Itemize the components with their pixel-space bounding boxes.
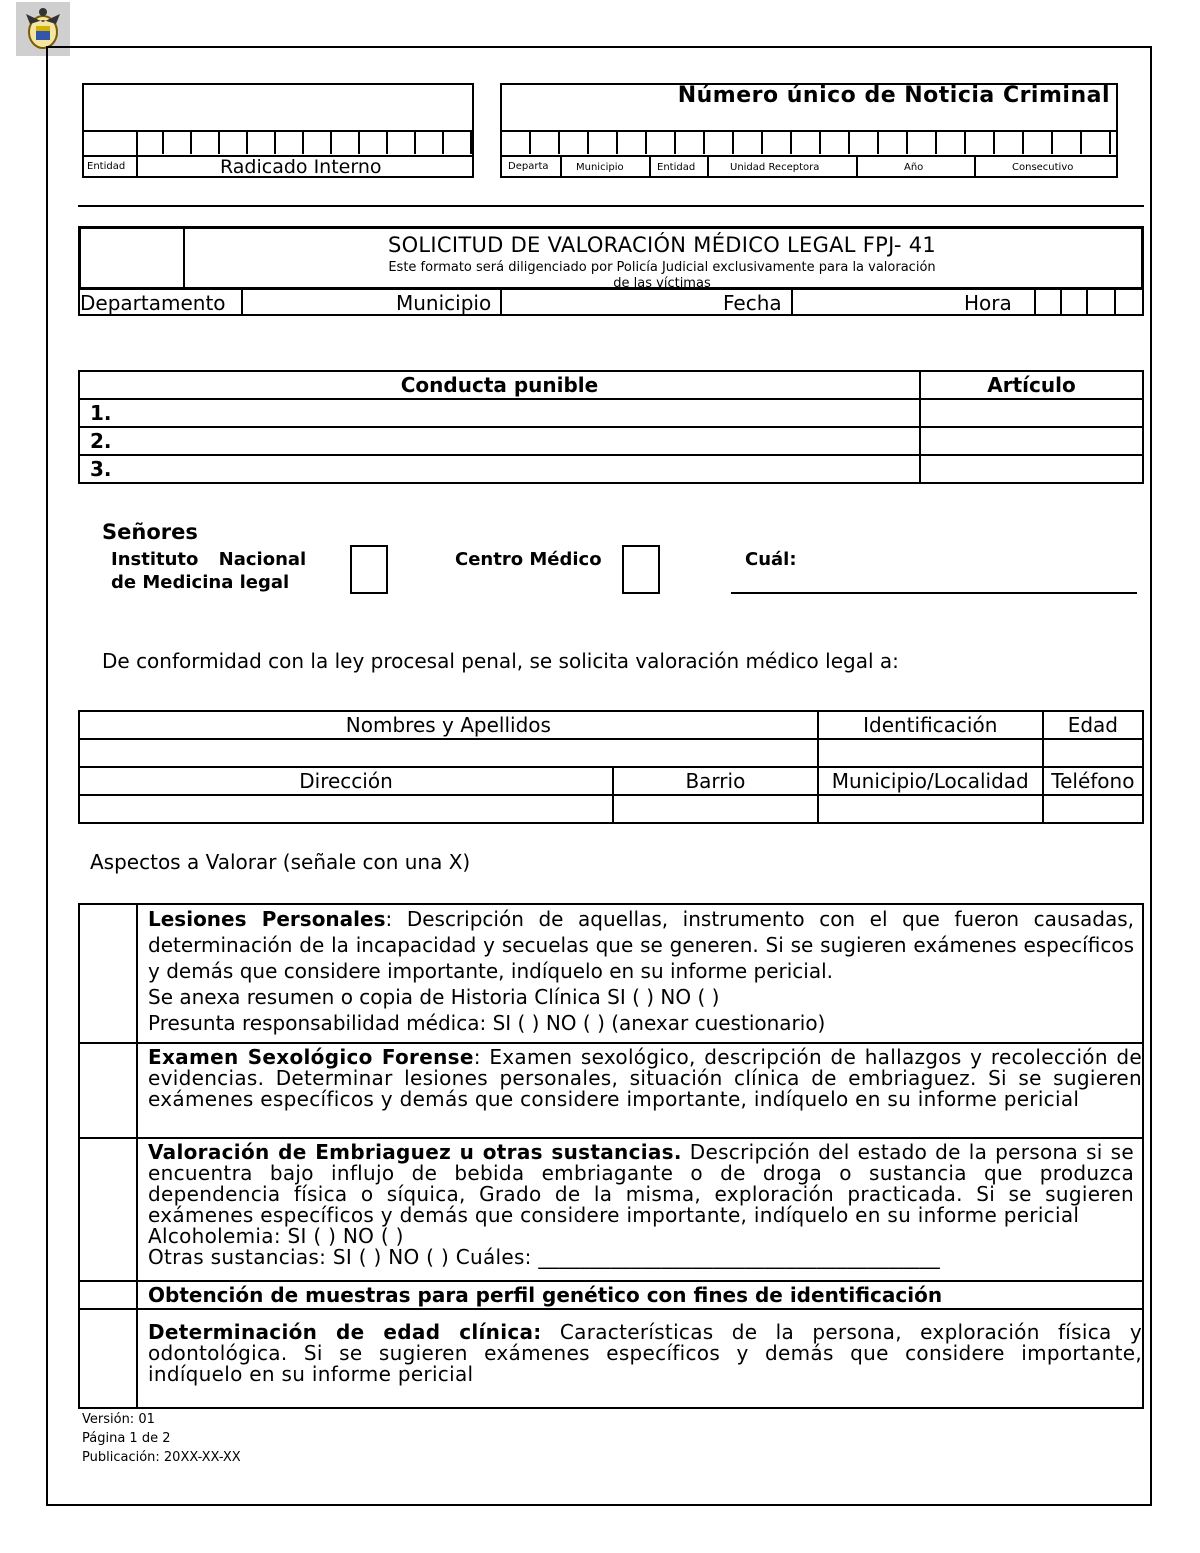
cual-label: Cuál: [745,549,797,570]
barrio-field[interactable] [613,795,818,823]
articulo-row-1[interactable] [920,399,1143,427]
conducta-row-1[interactable]: 1. [79,399,920,427]
edad-header: Edad [1043,711,1143,739]
conducta-row-2[interactable]: 2. [79,427,920,455]
nombres-field[interactable] [79,739,818,767]
genetico-cell [137,1281,1143,1309]
telefono-header: Teléfono [1043,767,1143,795]
sexologico-title: Examen Sexológico Forense [148,1045,474,1069]
edad-clinica-paragraph [148,1322,1142,1385]
identificacion-header: Identificación [818,711,1043,739]
label-entidad-2: Entidad [657,162,696,173]
telefono-field[interactable] [1043,795,1143,823]
sexologico-paragraph [148,1047,1142,1110]
senores-label: Señores [102,520,198,544]
label-unidad-receptora: Unidad Receptora [730,162,820,173]
noticia-criminal-title: Número único de Noticia Criminal [677,83,1110,108]
instituto-label-1: Instituto Nacional [111,549,307,570]
genetico-title: Obtención de muestras para perfil genético con fines de identificación [148,1283,943,1307]
municipio-field[interactable] [818,795,1043,823]
label-radicado: Radicado Interno [220,156,382,178]
aspectos-title: Aspectos a Valorar (señale con una X) [90,850,471,874]
instituto-label-2: de Medicina legal [111,572,290,593]
articulo-row-3[interactable] [920,455,1143,483]
radicado-box [82,83,474,178]
identificacion-field[interactable] [818,739,1043,767]
embriaguez-text: Descripción del estado de la persona si se encuentra bajo influjo de bebida embriagante o de droga o sustancia que produzca dependencia física o síquica, Grado de la misma, exploración practicada. Si se sugieren exámenes específicos y demás que considere importante, indíquelo en su informe pericial [148,1140,1134,1227]
edad-field[interactable] [1043,739,1143,767]
lesiones-cell [137,904,1143,1043]
footer-publicacion: Publicación: 20XX-XX-XX [82,1450,241,1465]
nombres-header: Nombres y Apellidos [79,711,818,739]
departamento-label: Departamento [80,291,226,315]
form-subtitle-1: Este formato será diligenciado por Policía Judicial exclusivamente para la valoración [388,260,936,275]
conducta-table [78,370,1144,484]
lesiones-paragraph [148,906,1134,984]
municipio-header: Municipio/Localidad [818,767,1043,795]
conducta-header: Conducta punible [79,371,920,399]
conducta-row-3[interactable]: 3. [79,455,920,483]
aspectos-table [78,903,1144,1409]
direccion-header: Dirección [79,767,613,795]
lesiones-responsabilidad: Presunta responsabilidad médica: SI ( ) NO ( ) (anexar cuestionario) [148,1011,826,1035]
embriaguez-cell [137,1138,1143,1281]
alcoholemia-line: Alcoholemia: SI ( ) NO ( ) [148,1224,404,1248]
footer-pagina: Página 1 de 2 [82,1431,171,1446]
otras-sustancias-line: Otras sustancias: SI ( ) NO ( ) Cuáles: _______________________________________ [148,1245,941,1269]
articulo-header: Artículo [920,371,1143,399]
sexologico-cell [137,1043,1143,1138]
embriaguez-title: Valoración de Embriaguez u otras sustancias. [148,1140,682,1164]
persona-table [78,710,1144,824]
edad-clinica-checkbox[interactable] [79,1309,137,1408]
direccion-field[interactable] [79,795,613,823]
edad-clinica-cell [137,1309,1143,1408]
barrio-header: Barrio [613,767,818,795]
sexologico-checkbox[interactable] [79,1043,137,1138]
label-departa: Departa [508,161,549,172]
centro-medico-label: Centro Médico [455,549,602,570]
sexologico-text: : Examen sexológico, descripción de hallazgos y recolección de evidencias. Determinar lesiones personales, situación clínica de embriaguez. Si se sugieren exámenes específicos y demás que considere importante, indíquelo en su informe pericial [148,1045,1143,1111]
lesiones-title: Lesiones Personales [148,907,386,931]
centro-medico-checkbox[interactable] [622,545,660,594]
label-municipio: Municipio [576,162,624,173]
lesiones-text: : Descripción de aquellas, instrumento con el que fueron causadas, determinación de la incapacidad y secuelas que se generen. Si se sugieren exámenes específicos y demás que considere importante, indíquelo en su informe pericial. [148,907,1134,983]
form-subtitle-2: de las víctimas [613,276,711,288]
noticia-criminal-box [500,83,1118,178]
label-consecutivo: Consecutivo [1012,162,1074,173]
lesiones-checkbox[interactable] [79,904,137,1043]
form-title: SOLICITUD DE VALORACIÓN MÉDICO LEGAL FPJ- 41 [387,233,937,257]
title-block [78,226,1144,290]
header-divider [78,205,1144,207]
articulo-row-2[interactable] [920,427,1143,455]
edad-clinica-title: Determinación de edad clínica: [148,1320,542,1344]
edad-clinica-text: Características de la persona, exploración física y odontológica. Si se sugieren exámenes específicos y demás que considere importante, indíquelo en su informe pericial [148,1320,1143,1386]
label-ano: Año [904,162,924,173]
lesiones-historia: Se anexa resumen o copia de Historia Clínica SI ( ) NO ( ) [148,985,720,1009]
location-row [78,288,1144,316]
embriaguez-checkbox[interactable] [79,1138,137,1281]
genetico-checkbox[interactable] [79,1281,137,1309]
hora-label: Hora [964,291,1012,315]
footer-version: Versión: 01 [82,1412,155,1427]
intro-text: De conformidad con la ley procesal penal, se solicita valoración médico legal a: [102,649,899,673]
municipio-label: Municipio [396,291,492,315]
embriaguez-paragraph [148,1142,1134,1226]
label-entidad: Entidad [87,161,126,172]
cual-line[interactable] [731,592,1137,594]
fecha-label: Fecha [723,291,782,315]
instituto-checkbox[interactable] [350,545,388,594]
